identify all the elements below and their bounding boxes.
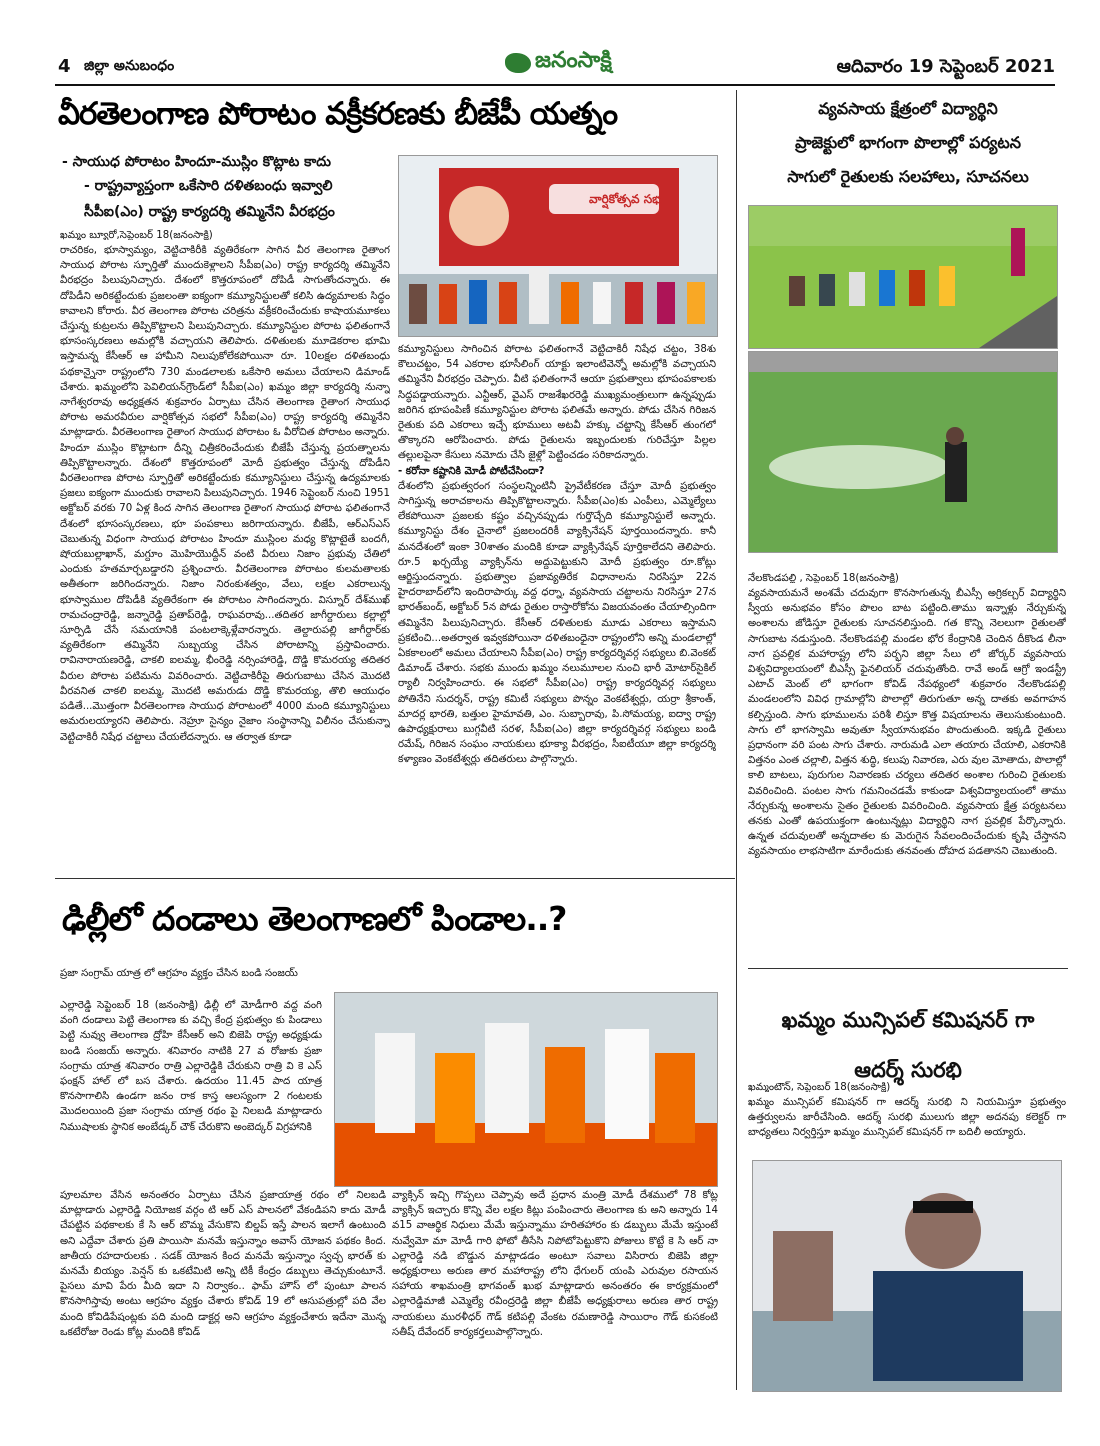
story2-headline-line-1: వ్యవసాయ క్షేత్రంలో విద్యార్థిని xyxy=(818,99,998,118)
story3-intro: ప్రజా సంగ్రామ్ యాత్ర లో ఆగ్రహం వ్యక్తం చేసిన బండి సంజయ్ xyxy=(60,968,298,979)
story-divider xyxy=(55,878,735,879)
story2-body-text: వ్యవసాయమనే అంశమే చదువుగా కొనసాగుతున్న బీఎస్సీ అగ్రికల్చర్ విద్యార్థిని స్వీయ అనుభవం కోసం పొలం బాట పట్టింది.తాము ఇన్నాళ్లు నేర్చుకున్న అంశాలను జోడిస్తూ రైతులకు సూచనలిస్తుంది. గత కొన్ని నెలలుగా రైతులతో సాగుబాట నడుస్తుంది. నేలకొండపల్లి మండల భోర కేంద్రానికి చెందిన దీకొండ లీనా నాగ ప్రవల్లిక మహారాష్ట్ర లోని పర్భని జిల్లా సేలు లో జోర్కర్ వ్యవసాయ విశ్వవిద్యాలయంలో బీఎస్సీ ఫైనలియర్ చదువుతోంది. రావే అండ్ ఆగ్రో ఇండస్ట్రీ ఎటాచ్ మెంట్ లో భాగంగా కోవిడ్ నేపథ్యంలో శుక్రవారం నేలకొండపల్లి మండలంలోని వివిధ గ్రామాల్లోని పొలాల్లో తిరుగుతూ అన్న దాతకు అవగాహన కల్పిస్తుంది. సాగు భూములను పరిశీ లిస్తూ కొత్త విషయాలను తెలుసుకుంటుంది. సాగు లో భాగస్వామి అవుతూ స్వీయానుభవం పొందుతుంది. ఇక్కడి రైతులు ప్రధానంగా వరి పంట సాగు చేశారు. నారుమడి ఎలా తయారు చేయాలి, ఎకరానికి విత్తనం ఎంత చల్లాలి, విత్తన శుద్ధి, కలుపు నివారణ, ఎరు వుల మోతాదు, పొలాల్లో కాలి బాటలు, పురుగుల నివారణకు చర్యలు తదితర అంశాల గురించి రైతులకు వివరించింది. పంటల సాగు గమనించడమే కాకుండా విశ్వవిద్యాలయంలో తాము నేర్చుకున్న అంశాలను సైతం రైతులకు వివరించింది. వ్యవసాయ క్షేత్ర పర్యటనలు తనకు ఎంతో ఉపయుక్తంగా ఉంటున్నట్లు విద్యార్థిని నాగ ప్రవల్లిక పేర్కొన్నారు. ఉన్నత చదువులతో అన్నదాతల కు మెరుగైన సేవలందించేందుకు కృషి చేస్తానని వ్యవసాయం లాభసాటిగా మారేందుకు తనవంతు దోహద పడతానని చెబుతుంది. xyxy=(748,588,1066,858)
masthead-leaf-icon xyxy=(505,53,531,73)
story1-subhead-1: - సాయుధ పోరాటం హిందూ-ముస్లిం కొట్లాట కాదు xyxy=(62,154,332,170)
story1-column-1 xyxy=(60,243,390,870)
story2-headline-line-3: సాగులో రైతులకు సలహాలు, సూచనలు xyxy=(787,167,1029,186)
header-rule xyxy=(55,84,1055,86)
story4-body-text: ఖమ్మం మున్సిపల్ కమిషనర్ గా ఆదర్శ్ సురభి ని నియమిస్తూ ప్రభుత్వం ఉత్తర్వులను జారీచేసింది. ఆదర్శ్ సురభి ములుగు జిల్లా అదనపు కలెక్టర్ గా బాధ్యతలు నిర్వర్తిస్తూ ఖమ్మం మున్సిపల్ కమిషనర్ గా బదిలీ అయ్యారు. xyxy=(748,1097,1066,1139)
story4-headline-line-1: ఖమ్మం మున్సిపల్ కమిషనర్ గా xyxy=(781,1008,1035,1032)
story1-subhead-3: సీపీఐ(ఎం) రాష్ట్ర కార్యదర్శి తమ్మినేని వీరభద్రం xyxy=(84,204,335,220)
column-divider xyxy=(736,90,737,1390)
issue-date: ఆదివారం 19 సెప్టెంబర్ 2021 xyxy=(836,56,1055,77)
story3-col1-text: ఎల్లారెడ్డి సెప్టెంబర్ 18 (జనంసాక్షి) ఢిల్లీ లో మోడీగారి వద్ద వంగి వంగి దండాలు పెట్టి తెలంగాణ కు వచ్చి కేంద్ర ప్రభుత్వం కు పిండాలు పెట్టి నువ్వు తెలంగాణ ద్రోహి కేసీఆర్ అని బిజెపి రాష్ట్ర అధ్యక్షుడు బండి సంజయ్ అన్నారు. శనివారం నాటికి 27 వ రోజుకు ప్రజా సంగ్రామ యాత్ర శనివారం రాత్రి ఎల్లారెడ్డికి చేరుకుని రాత్రి వి కె ఎస్ ఫంక్షన్ హాల్ లో బస చేశారు. ఉదయం 11.45 పాద యాత్ర కొనసాగాలిసి ఉండగా జనం రాక కాస్త ఆలస్యంగా 2 గంటలకు మొదలయింది ప్రజా సంగ్రామ యాత్ర రథం పై నిలబడి మాట్లాడారు నిముషాలకు స్థానిక అంబేడ్కర్ చౌక్ చేరుకొని అంబెద్కర్ విగ్రహానికి xyxy=(60,1000,322,1133)
story3-column-2 xyxy=(392,1188,718,1393)
section-title: జిల్లా అనుబంధం xyxy=(84,58,175,74)
story2-headline xyxy=(748,92,1068,194)
story1-col2b-text: దేశంలోని ప్రభుత్వరంగ సంస్థలన్నింటినీ ప్రైవేటీకరణ చేస్తూ మోదీ ప్రభుత్వం సాగిస్తున్న అరాచకాలను తిప్పికొట్టాలన్నారు. సీపీఐ(ఎం)కు ఎంపీలు, ఎమ్మెల్యేలు లేకపోయినా ప్రజలకు కష్టం వచ్చినప్పుడు గుర్తొచ్చేది కమ్యూనిస్టులే అన్నారు. కమ్యూనిస్టు దేశం చైనాలో ప్రజలందరికీ వ్యాక్సినేషన్ పూర్తయిందన్నారు. కానీ మనదేశంలో ఇంకా 30శాతం మందికి కూడా వ్యాక్సినేషన్ పూర్తికాలేదని తెలిపారు. రూ.5 ఖర్చయ్యే వ్యాక్సిన్‌ను అద్దుపెట్టుకుని మోదీ ప్రభుత్వం రూ.కోట్లు ఆర్జిస్తుందన్నారు. ప్రభుత్వాల ప్రజావ్యతిరేక విధానాలను నిరసిస్తూ 22న హైదరాబాద్‌లోని ఇందిరాపార్కు వద్ద ధర్నా, వ్యవసాయ చట్టాలను నిరసిస్తూ 27న భారత్‌బంద్, అక్టోబర్ 5న పోడు రైతుల రాస్తారోకోను విజయవంతం చేయాల్సిందిగా తమ్మినేని పిలుపునిచ్చారు. కేసీఆర్ దళితులకు మూడు ఎకరాలు ఇస్తామని ప్రకటించి...అతర్వాత ఇవ్వకపోయినా దళితబంధైనా రాష్ట్రంలోని అన్ని మండలాల్లో ఏకకాలంలో అమలు చేయాలని సీపీఐ(ఎం) రాష్ట్ర కార్యదర్శివర్గ సభ్యులు బి.వెంకట్ డిమాండ్ చేశారు. సభకు ముందు ఖమ్మం నలుమూలల నుంచి భారీ మోటార్‌సైకిల్ ర్యాలీ నిర్వహించారు. ఈ సభలో సీపీఐ(ఎం) రాష్ట్ర కార్యదర్శివర్గ సభ్యులు పోతినేని సుదర్శన్, రాష్ట్ర కమిటీ సభ్యులు పొన్నం వెంకటేశ్వర్లు, యర్రా శ్రీకాంత్, మాదర్ల భారతి, బత్తుల హైమావతి, ఎం. సుబ్బారావు, పి.సోమయ్య, ఐద్వా రాష్ట్ర ఉపాధ్యక్షురాలు బుగ్గవీటి సరళ, సీపీఐ(ఎం) జిల్లా కార్యదర్శివర్గ సభ్యులు బండి రమేష్, గిరిజన సంఘం నాయకులు భూక్యా వీరభద్రం, సీఐటీయూ జిల్లా కార్యదర్శి కళ్యాణం వెంకటేశ్వర్లు తదితరులు పాల్గొన్నారు. xyxy=(398,480,716,766)
story3-column-1b xyxy=(60,1188,386,1393)
story4-headline-line-2: ఆదర్శ్ సురభి xyxy=(854,1058,962,1082)
story3-col2-text: వ్యాక్సిన్ ఇచ్చి గొప్పలు చెప్పావు అదే ప్రధాన మంత్రి మోడీ దేశములో 78 కోట్ల వ్యాక్సిన్ ఇచ్చారు కొన్ని వేల లక్షల కిట్లు పంపించారు తెలంగాణ కు అని అన్నారు 14 వ15 వాఆర్థిక నిధులు మేమే ఇస్తున్నాము హరితహారం కు డబ్బులు మేమే ఇస్తుంటే నువ్వేమో మా మోడీ గారి ఫోటో తీసేసి నిపోటోపెట్టుకొని పోజులు కొట్టే కె సి ఆర్ నా ఎల్లారెడ్డి నడి బొడ్డున మాట్లాడడం అంటూ సవాలు విసిరారు బిజెపి జిల్లా అధ్యక్షురాలు అరుణ తార మహారాష్ట్ర లోని ధేగులర్ యంపి ఎరువుల రసాయన సహాయ శాఖమంత్రి భాగవంత్ ఖుభ మాట్లాడారు అనంతరం ఈ కార్యక్రమంలో ఎల్లారెడ్డిమాజీ ఎమ్మెల్యే రవీంద్రరెడ్డి జిల్లా బీజేపీ అధ్యక్షురాలు అరుణ తార రాష్ట్ర నాయకులు మురళీధర్ గౌడ్ కటిపల్లి వేంకట రమణారెడ్డి సాయిరాం గౌడ్ కుసకంటి సతీష్ దేవేందర్ కార్యకర్తలుపాల్గొన్నారు. xyxy=(392,1190,718,1338)
masthead xyxy=(505,48,612,78)
story2-body xyxy=(748,586,1066,958)
story1-dateline: ఖమ్మం బ్యూరో,సెప్టెంబర్ 18(జనంసాక్షి) xyxy=(60,230,213,240)
story3-headline: ఢిల్లీలో దండాలు తెలంగాణలో పిండాల..? xyxy=(62,899,567,938)
story1-subhead-2: - రాష్ట్రవ్యాప్తంగా ఒకేసారి దళితబంధు ఇవ్వాలి xyxy=(84,178,333,194)
banner-text: వార్షికోత్సవ సభ xyxy=(589,192,662,206)
story3-col1b-text: పూలమాల వేసిన అనంతరం ఏర్పాటు చేసిన ప్రజాయాత్ర రథం లో నిలబడి మాట్లాడారు ఎల్లారెడ్డి నియోజక వర్గం టి ఆర్ ఎస్ పాలనలో వేకండిపని కాదు మోడీ చేపట్టిన పథకాలకు కే సి ఆర్ బొమ్మ వేసుకొని బిల్డప్ ఇస్తే పాలన ఇలాగే ఉంటుంది అని ఎద్దేవా చేశారు ప్రతి పాయిసా మనమే ఇస్తున్నాం అవాస్ యోజన పథకం కింద. జాతీయ రహదారులకు . సడక్ యోజన కింద మనమే ఇస్తున్నాం స్వచ్ఛ భారత్ కు మనమే బియ్యం .పెన్షన్ కు ఒకటేమిటి అన్ని టికీ కేంద్రం డబ్బులు తెచ్చుకుంటూనే. పైసలు మావి పేరు మీది ఇదా ని నిర్వాకం.. ఫామ్ హౌస్ లో పుంటూ పాలన కొనసాగిస్తావు అంటు ఆగ్రహం వ్యక్తం చేశారు కోవిడ్ 19 లో ఆసుపత్రుల్లో పది వేల మంది కోవిడిపేషంట్లకు పది మంది డాక్టర్ల అని ఆగ్రహం వ్యక్తంచేశారు ఇదేనా మొన్న ఒకటేరోజు రెండు కోట్ల మందికి కోవిడ్ xyxy=(60,1190,386,1338)
masthead-title: జనంసాక్షి xyxy=(535,48,612,73)
story2-headline-line-2: ప్రాజెక్టులో భాగంగా పొలాల్లో పర్యటన xyxy=(795,133,1021,152)
story1-column-2 xyxy=(398,342,716,870)
story-divider-right xyxy=(748,968,1068,969)
story1-headline: వీరతెలంగాణ పోరాటం వక్రీకరణకు బీజేపీ యత్నం xyxy=(58,96,618,132)
story2-dateline: నేలకొండపల్లి , సెప్టెంబర్ 18(జనంసాక్షి) xyxy=(748,573,899,583)
story2-photo-bottom xyxy=(748,351,1058,553)
story4-photo xyxy=(752,1160,1062,1392)
story1-col2-subhead: - కరోనా కష్టానికి మోడీ పోటీచేసిందా? xyxy=(398,465,545,477)
story2-photo-top xyxy=(748,205,1058,349)
story4-body xyxy=(748,1095,1066,1143)
story1-photo xyxy=(398,155,718,337)
story3-column-1 xyxy=(60,998,322,1180)
story3-photo xyxy=(334,992,718,1187)
story4-dateline: ఖమ్మంటౌన్, సెప్టెంబర్ 18(జనంసాక్షి) xyxy=(748,1082,891,1092)
story1-col2-text: కమ్యూనిస్టులు సాగించిన పోరాట ఫలితంగానే వెట్టిచాకిరీ నిషేధ చట్టం, 38శు కౌలుచట్టం, 54 ఎకరాల భూసీలింగ్ యాక్టు ఇలాంటివెన్నో అమల్లోకి వచ్చాయని తమ్మినేని వీరభద్రం చెప్పారు. వీటి ఫలితంగానే ఆయా ప్రభుత్వాలు భూపంపకాలకు సిద్ధపడ్డాయన్నారు. ఎన్టీఆర్, వైఎస్ రాజశేఖరరెడ్డి ముఖ్యమంత్రులుగా ఉన్నప్పుడు జరిగిన భూపంపిణీ కమ్యూనిస్టుల పోరాట ఫలితమే అన్నారు. పోడు చేసిన గిరిజన రైతుకు పది ఎకరాలు ఇచ్చే భూములు అటవీ హక్కు చట్టాన్ని కేసీఆర్ తుంగలో తొక్కారని ఆరోపించారు. పోడు రైతులను ఇబ్బందులకు గురిచేస్తూ పిల్లల తల్లులపైనా కేసులు నమోదు చేసి జైళ్లో పెట్టించడం సరికాదన్నారు. xyxy=(398,344,716,462)
story1-col1-text: రాచరికం, భూస్వామ్యం, వెట్టిచాకిరీకి వ్యతిరేకంగా సాగిన వీర తెలంగాణ రైతాంగ సాయుధ పోరాట స్ఫూర్తితో ముందుకెళ్లాలని సీపీఐ(ఎం) రాష్ట్ర కార్యదర్శి తమ్మినేని వీరభద్రం పిలుపునిచ్చారు. దేశంలో కొత్తరూపంలో దోపిడీ సాగుతోందన్నారు. ఈ దోపిడీని అరికట్టేందుకు ప్రజలంతా ఐక్యంగా కమ్యూనిస్టులతో కలిసి ఉద్యమాలకు సిద్ధం కావాలని కోరారు. వీర తెలంగాణ పోరాట చరిత్రను వక్రీకరించేందుకు కాషాయమూకలు చేస్తున్న కుట్రలను తిప్పికొట్టాలని పిలుపునిచ్చారు. కమ్యూనిస్టుల పోరాట ఫలితంగానే భూసంస్కరణలు అమల్లోకి వచ్చాయని తెలిపారు. దళితులకు మూడెకరాల భూమి ఇస్తామన్న కేసీఆర్ ఆ హామీని నిలుపుకోలేకపోయినా రూ. 10లక్షల దళితబంధు పథకాన్నైనా రాష్ట్రంలోని 730 మండలాలకు ఒకేసారి అమలు చేయాలని డిమాండ్ చేశారు. ఖమ్మంలోని పెవిలియన్‌గ్రౌండ్‌లో సీపీఐ(ఎం) ఖమ్మం జిల్లా కార్యదర్శి నున్నా నాగేశ్వరరావు అధ్యక్షతన శుక్రవారం ఏర్పాటు చేసిన తెలంగాణ రైతాంగ సాయుధ పోరాట అమరవీరుల వార్షికోత్సవ సభలో సీపీఐ(ఎం) రాష్ట్ర కార్యదర్శి తమ్మినేని మాట్లాడారు. వీరతెలంగాణ రైతాంగ సాయుధ పోరాటం ఓ వీరోచిత పోరాటం అన్నారు. హిందూ ముస్లిం కొట్లాటగా దీన్ని చిత్రీకరించేందుకు బీజేపీ చేస్తున్న ప్రయత్నాలను తిప్పికొట్టాలన్నారు. దేశంలో కొత్తరూపంలో మోదీ ప్రభుత్వం చేస్తున్న దోపిడీని వీరతెలంగాణ పోరాట స్ఫూర్తితో అరికట్టేందుకు కమ్యూనిస్టులు చేస్తున్న ఉద్యమాలకు ప్రజలు ఐక్యంగా ముందుకు రావాలని పిలుపునిచ్చారు. 1946 సెప్టెంబర్ నుంచి 1951 అక్టోబర్ వరకు 70 ఏళ్ల కింద సాగిన తెలంగాణ రైతాంగ సాయుధ పోరాట ఫలితంగానే దేశంలో భూసంస్కరణలు, భూ పంపకాలు జరిగాయన్నారు. బీజేపీ, ఆర్ఎస్ఎస్ చెబుతున్న విధంగా సాయుధ పోరాటం హిందూ ముస్లింల మధ్య కొట్లాటైతే బందగీ, షోయబుల్లాఖాన్, మగ్దూం మొహియొద్దీన్ వంటి వీరులు నిజాం ప్రభువు చేతిలో ఎందుకు హతమార్చబడ్డారని ప్రశ్నించారు. వీరతెలంగాణ పోరాటం కులమతాలకు అతీతంగా జరిగిందన్నారు. నిజాం నిరంకుశత్వం, వేలు, లక్షల ఎకరాలున్న భూస్వాముల దోపిడీకి వ్యతిరేకంగా ఈ పోరాటం సాగిందన్నారు. విస్నూర్ దేశ్‌ముఖ్ రామచంద్రారెడ్డి, జన్నారెడ్డి ప్రతాప్‌రెడ్డి, రాఘవరావు...తదితర జాగీర్దారులు కల్లాల్లో సూర్పిడి చేసే సమయానికి పంటలాక్కెళ్లేవారన్నారు. తెల్దారుపల్లి జాగీర్దార్‌కు వ్యతిరేకంగా తమ్మినేని సుబ్బయ్య చేసిన పోరాటాన్ని ప్రస్తావించారు. రావినారాయణరెడ్డి, చాకలి ఐలమ్మ, భీంరెడ్డి నర్సింహారెడ్డి, దొడ్డి కొమరయ్య తదితర వీరుల పోరాట పటిమను వివరించారు. వెట్టిచాకిరీపై తిరుగుబాటు చేసిన మొదటి వీరవనిత చాకలి ఐలమ్మ, మొదటి అమరుడు దొడ్డి కొమరయ్య, తొలి ఆయుధం పడితే...మొత్తంగా వీరతెలంగాణ సాయుధ పోరాటంలో 4000 మంది కమ్యూనిస్టులు అమరులయ్యారని తెలిపారు. నెహ్రూ సైన్యం నైజాం సంస్థానాన్ని విలీనం చేసుకున్నా వెట్టిచాకిరీ నిషేధ చట్టాలు చేయలేదన్నారు. ఆ తర్వాత కూడా xyxy=(60,245,390,743)
page-number: 4 xyxy=(58,56,71,77)
